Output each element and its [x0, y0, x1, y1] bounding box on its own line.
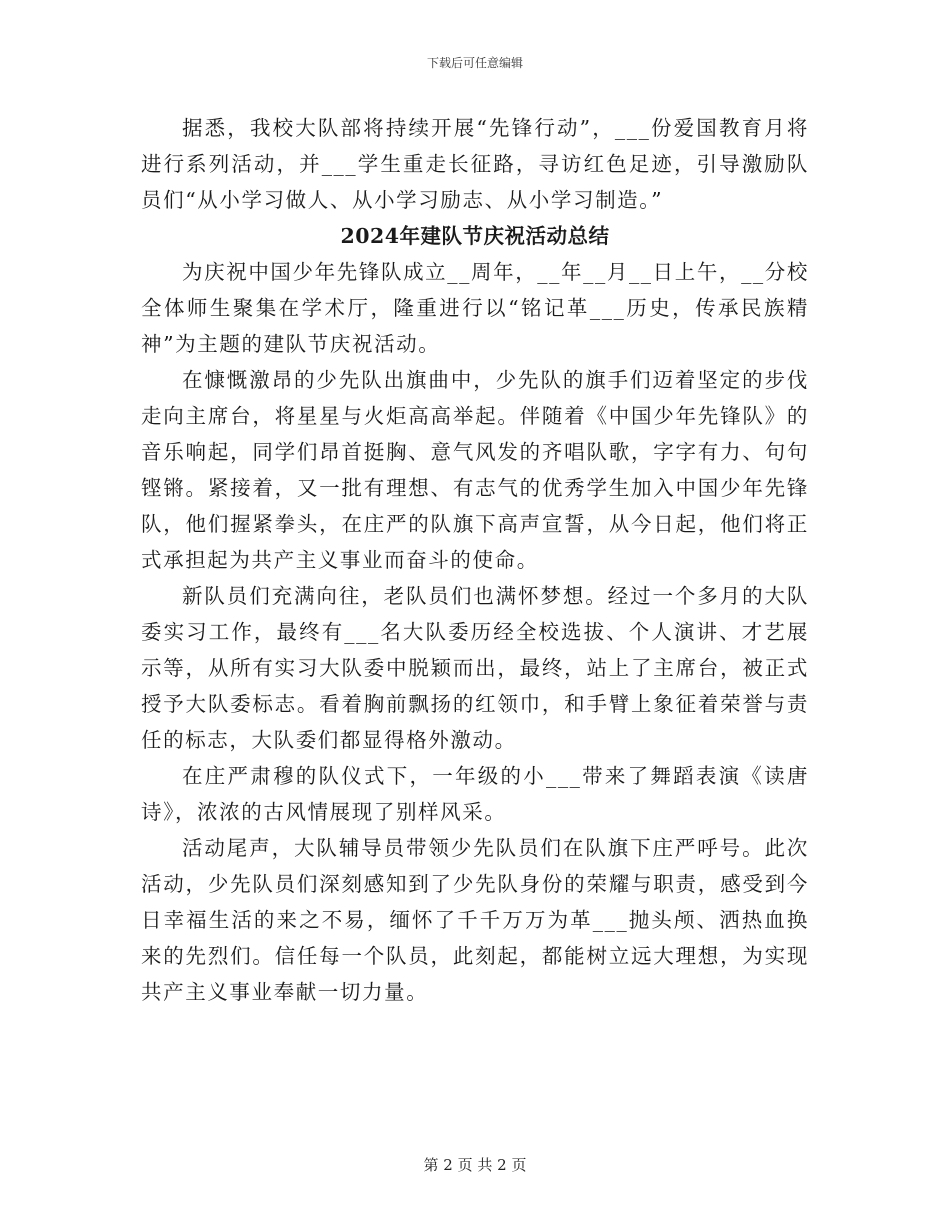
- paragraph-2: 在慷慨激昂的少先队出旗曲中，少先队的旗手们迈着坚定的步伐走向主席台，将星星与火炬高高举起。伴随着《中国少年先锋队》的音乐响起，同学们昂首挺胸、意气风发的齐唱队歌，字字有力、句句铿锵。紧接着，又一批有理想、有志气的优秀学生加入中国少年先锋队，他们握紧拳头，在庄严的队旗下高声宣誓，从今日起，他们将正式承担起为共产主义事业而奋斗的使命。: [141, 368, 809, 572]
- document-body: [141, 110, 809, 1010]
- paragraph-4: 在庄严肃穆的队仪式下，一年级的小___带来了舞蹈表演《读唐诗》，浓浓的古风情展现了别样风采。: [141, 764, 809, 824]
- paragraph-5: 活动尾声，大队辅导员带领少先队员们在队旗下庄严呼号。此次活动，少先队员们深刻感知到了少先队身份的荣耀与职责，感受到今日幸福生活的来之不易，缅怀了千千万万为革___抛头颅、洒热血换来的先烈们。信任每一个队员，此刻起，都能树立远大理想，为实现共产主义事业奉献一切力量。: [141, 836, 809, 1004]
- intro-paragraph: 据悉，我校大队部将持续开展“先锋行动”，___份爱国教育月将进行系列活动，并___学生重走长征路，寻访红色足迹，引导激励队员们“从小学习做人、从小学习励志、从小学习制造。”: [141, 116, 809, 212]
- header-note: 下载后可任意编辑: [426, 56, 523, 70]
- page-footer: 第 2 页 共 2 页: [423, 1156, 527, 1174]
- paragraph-3: 新队员们充满向往，老队员们也满怀梦想。经过一个多月的大队委实习工作，最终有___名大队委历经全校选拔、个人演讲、才艺展示等，从所有实习大队委中脱颖而出，最终，站上了主席台，被正式授予大队委标志。看着胸前飘扬的红领巾，和手臂上象征着荣誉与责任的标志，大队委们都显得格外激动。: [141, 584, 809, 752]
- document-title: 2024年建队节庆祝活动总结: [340, 224, 610, 248]
- paragraph-1: 为庆祝中国少年先锋队成立__周年，__年__月__日上午，__分校全体师生聚集在学术厅，隆重进行以“铭记革___历史，传承民族精神”为主题的建队节庆祝活动。: [141, 260, 809, 356]
